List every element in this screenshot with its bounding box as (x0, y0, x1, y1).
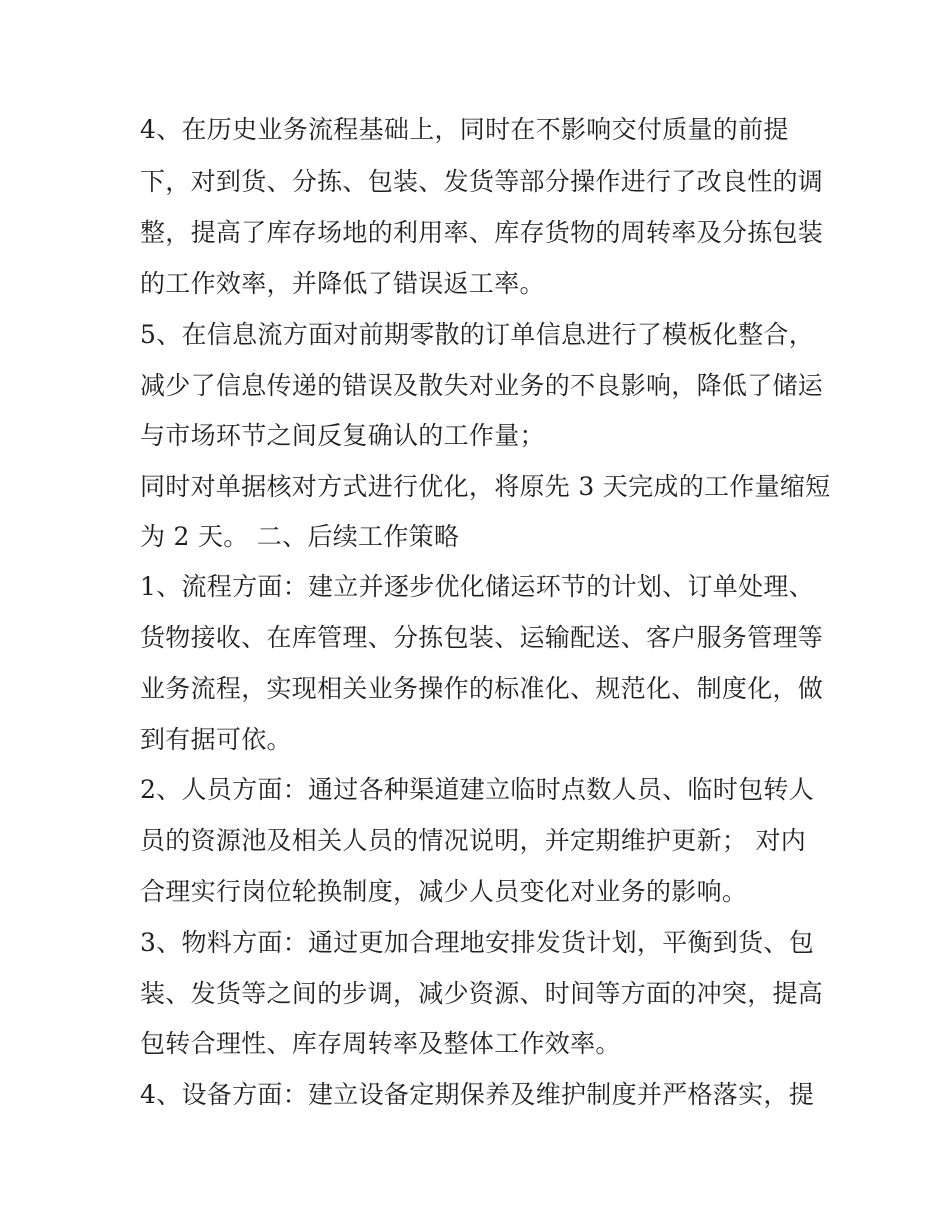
text-line: 4、设备方面：建立设备定期保养及维护制度并严格落实，提 (140, 1080, 815, 1109)
text-line: 与市场环节之间反复确认的工作量； (140, 421, 545, 450)
text-line: 3、物料方面：通过更加合理地安排发货计划，平衡到货、包 (140, 928, 815, 957)
text-line: 货物接收、在库管理、分拣包装、运输配送、客户服务管理等 (140, 623, 824, 652)
text-line: 减少了信息传递的错误及散失对业务的不良影响，降低了储运 (140, 371, 824, 400)
text-line: 4、在历史业务流程基础上，同时在不影响交付质量的前提 (140, 115, 789, 144)
text-line: 为 2 天。 二、后续工作策略 (140, 522, 460, 551)
text-line: 下，对到货、分拣、包装、发货等部分操作进行了改良性的调 (140, 167, 824, 196)
text-line: 到有据可依。 (140, 725, 292, 754)
text-line: 合理实行岗位轮换制度，减少人员变化对业务的影响。 (140, 877, 748, 906)
text-line: 2、人员方面：通过各种渠道建立临时点数人员、临时包转人 (140, 775, 815, 804)
text-line: 装、发货等之间的步调，减少资源、时间等方面的冲突，提高 (140, 979, 824, 1008)
text-line: 1、流程方面：建立并逐步优化储运环节的计划、订单处理、 (140, 572, 815, 601)
text-line: 包转合理性、库存周转率及整体工作效率。 (140, 1029, 621, 1058)
text-line: 的工作效率，并降低了错误返工率。 (140, 269, 545, 298)
text-line: 5、在信息流方面对前期零散的订单信息进行了模板化整合， (140, 320, 815, 349)
text-line: 同时对单据核对方式进行优化，将原先 3 天完成的工作量缩短 (140, 472, 831, 501)
text-line: 业务流程，实现相关业务操作的标准化、规范化、制度化，做 (140, 674, 824, 703)
text-line: 员的资源池及相关人员的情况说明，并定期维护更新； 对内 (140, 826, 807, 855)
text-line: 整，提高了库存场地的利用率、库存货物的周转率及分拣包装 (140, 218, 824, 247)
